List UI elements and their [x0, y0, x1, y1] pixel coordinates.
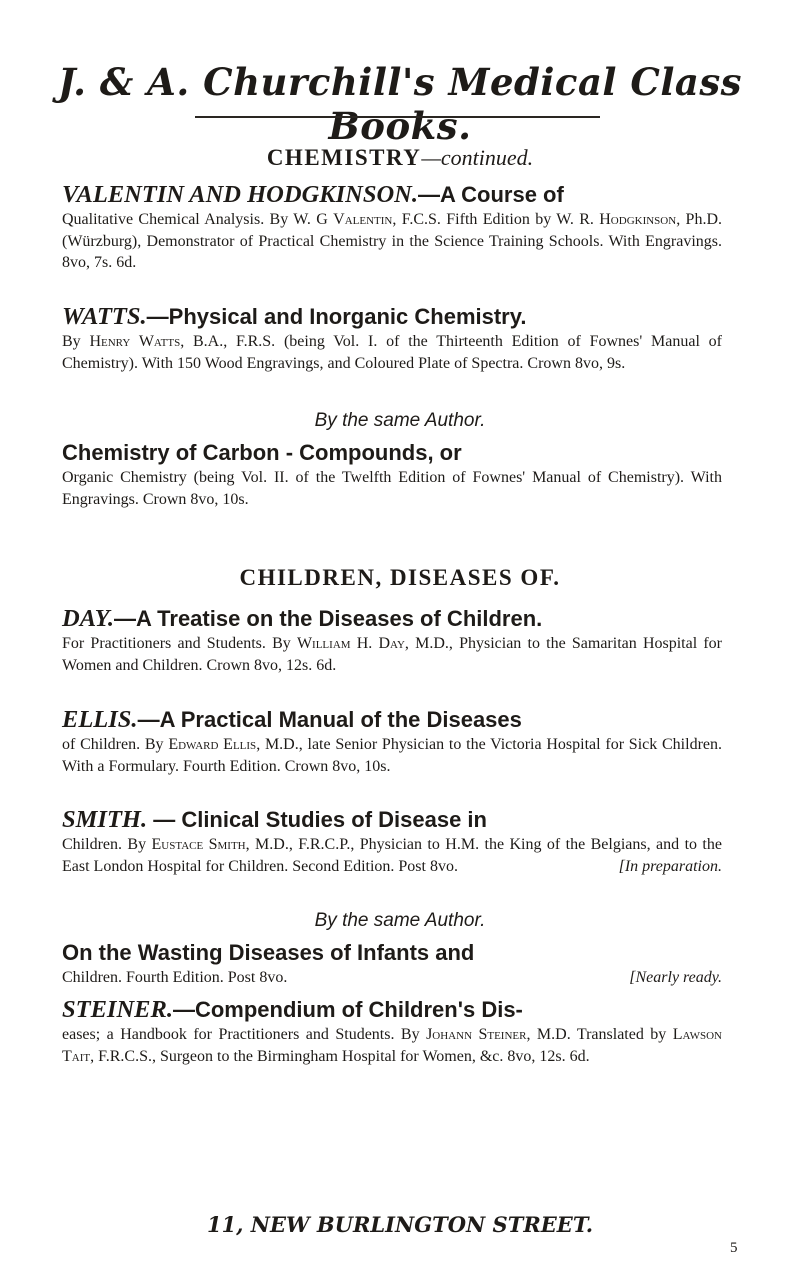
author-name: Eustace Smith	[151, 836, 246, 853]
availability-note: [In preparation.	[618, 857, 722, 875]
book-entry-wasting-diseases	[62, 938, 722, 989]
same-author-note: By the same Author.	[314, 910, 486, 931]
section-title-children: CHILDREN, DISEASES OF.	[239, 565, 561, 590]
same-author-note: By the same Author.	[314, 410, 486, 431]
entry-author: ELLIS.	[62, 706, 138, 733]
entry-description	[62, 734, 722, 777]
header-rule	[195, 116, 600, 118]
book-entry-steiner	[62, 995, 722, 1067]
entry-author: WATTS.	[62, 303, 147, 330]
desc-text: Children. By	[62, 836, 152, 853]
entry-description	[62, 209, 722, 274]
desc-text: For Practitioners and Students. By	[62, 635, 297, 652]
entry-title: On the Wasting Diseases of Infants and	[62, 940, 475, 965]
entry-title: Chemistry of Carbon - Compounds, or	[62, 440, 462, 465]
desc-text: Children. Fourth Edition. Post 8vo.	[62, 969, 288, 986]
author-name: William H. Day	[296, 635, 405, 652]
entry-title: —Physical and Inorganic Chemistry.	[146, 304, 527, 329]
entry-heading	[62, 302, 722, 332]
page-number: 5	[730, 1240, 738, 1256]
entry-heading	[62, 705, 722, 735]
entry-description	[62, 633, 722, 676]
entry-heading	[62, 604, 722, 634]
entry-heading	[62, 995, 722, 1025]
author-name: Henry Watts	[89, 333, 181, 350]
entry-title: —A Treatise on the Diseases of Children.	[113, 606, 543, 631]
desc-text: Qualitative Chemical Analysis. By W. G	[62, 211, 334, 228]
entry-author: VALENTIN AND HODGKINSON.	[62, 181, 418, 208]
book-entry-day	[62, 604, 722, 676]
entry-description	[62, 331, 722, 374]
entry-heading	[62, 180, 722, 210]
entry-title: —Compendium of Children's Dis-	[172, 997, 523, 1022]
entry-author: DAY.	[62, 605, 114, 632]
entry-author: SMITH.	[62, 806, 148, 833]
desc-text: , M.D., Physician to the Samaritan Hospital for Women and Children. Crown 8vo, 12s. 6d.	[62, 635, 723, 674]
desc-text: , F.R.C.S., Surgeon to the Birmingham Hospital for Women, &c. 8vo, 12s. 6d.	[90, 1047, 590, 1065]
publisher-address: 11, NEW BURLINGTON STREET.	[206, 1212, 594, 1237]
entry-author: STEINER.	[62, 996, 173, 1023]
author-name: Edward Ellis	[168, 736, 257, 753]
desc-text: , M.D., late Senior Physician to the Victoria Hospital for Sick Children. With a Formulary. Fourth Edition. Crown 8vo, 10s.	[62, 736, 722, 775]
author-name: Hodgkinson	[599, 211, 677, 228]
entry-description: Organic Chemistry (being Vol. II. of the Twelfth Edition of Fownes' Manual of Chemistry). With Engravings. Crown 8vo, 10s.	[62, 469, 722, 508]
book-entry-ellis	[62, 705, 722, 777]
desc-text: eases; a Handbook for Practitioners and Students. By	[62, 1026, 427, 1043]
running-head: J. & A. Churchill's Medical Class Books.	[57, 60, 743, 148]
desc-text: , B.A., F.R.S. (being Vol. I. of the Thirteenth Edition of Fownes' Manual of Chemistry). With 150 Wood Engravings, and Coloured Plate of Spectra. Crown 8vo, 9s.	[62, 333, 723, 372]
section-title-text: CHEMISTRY	[266, 145, 422, 170]
availability-note: [Nearly ready.	[629, 969, 722, 986]
author-name: Johann Steiner	[426, 1026, 527, 1043]
section-title-suffix: —continued.	[421, 145, 534, 170]
entry-description	[62, 967, 722, 989]
entry-description	[62, 1024, 722, 1067]
desc-text: By	[62, 333, 90, 350]
entry-title: —A Practical Manual of the Diseases	[137, 707, 522, 732]
desc-text: , F.C.S. Fifth Edition by W. R.	[392, 211, 600, 228]
desc-text: , M.D. Translated by	[526, 1026, 673, 1043]
entry-heading	[62, 805, 722, 835]
book-entry-smith	[62, 805, 722, 877]
book-entry-valentin	[62, 180, 722, 274]
author-name: Lawson Tait	[62, 1026, 722, 1065]
entry-title: —A Course of	[417, 182, 564, 207]
section-title-chemistry	[30, 145, 770, 171]
author-name: Valentin	[333, 211, 393, 228]
desc-text: of Children. By	[62, 736, 169, 753]
entry-description	[62, 834, 722, 877]
book-entry-watts	[62, 302, 722, 374]
desc-text: , M.D., F.R.C.P., Physician to H.M. the King of the Belgians, and to the East London Hospital for Children. Second Edition. Post 8vo.	[62, 836, 722, 875]
book-entry-carbon-compounds	[62, 438, 722, 510]
entry-title: — Clinical Studies of Disease in	[147, 807, 487, 832]
desc-text: , Ph.D. (Würzburg), Demonstrator of Practical Chemistry in the Science Training Schools. With Engravings. 8vo, 7s. 6d.	[62, 211, 723, 271]
